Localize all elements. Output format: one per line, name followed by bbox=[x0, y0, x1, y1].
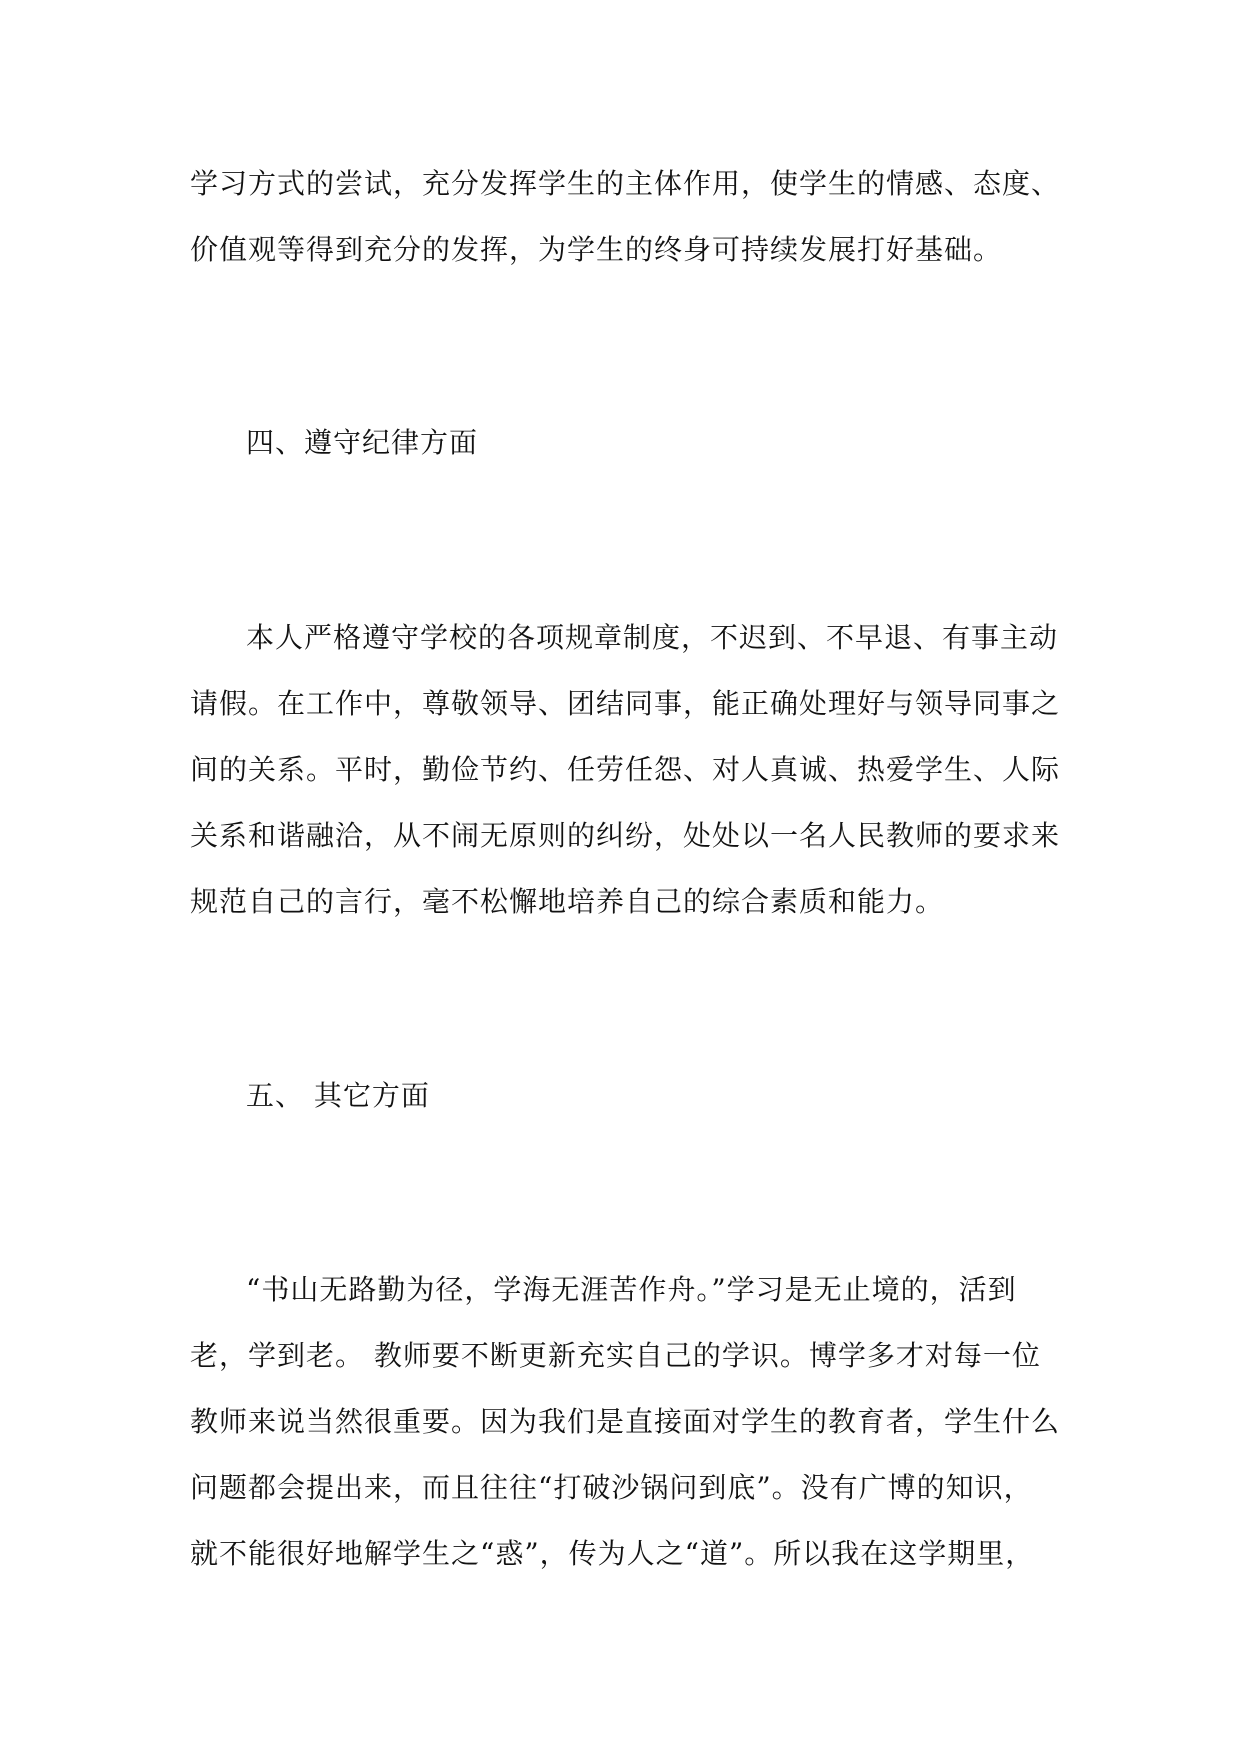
paragraph-line: “书山无路勤为径，学海无涯苦作舟。”学习是无止境的，活到 bbox=[246, 1273, 1017, 1306]
paragraph-line: 关系和谐融洽，从不闹无原则的纠纷，处处以一名人民教师的要求来 bbox=[190, 819, 1061, 852]
section-heading-5: 五、 其它方面 bbox=[246, 1079, 430, 1112]
section-heading-4: 四、遵守纪律方面 bbox=[246, 426, 479, 459]
paragraph-line: 规范自己的言行，毫不松懈地培养自己的综合素质和能力。 bbox=[190, 885, 945, 918]
paragraph-line: 问题都会提出来，而且往往“打破沙锅问到底”。没有广博的知识， bbox=[190, 1471, 1033, 1504]
paragraph-line: 学习方式的尝试，充分发挥学生的主体作用，使学生的情感、态度、 bbox=[190, 167, 1061, 200]
paragraph-line: 本人严格遵守学校的各项规章制度，不迟到、不早退、有事主动 bbox=[246, 621, 1059, 654]
paragraph-line: 间的关系。平时，勤俭节约、任劳任怨、对人真诚、热爱学生、人际 bbox=[190, 753, 1061, 786]
paragraph-line: 请假。在工作中，尊敬领导、团结同事，能正确处理好与领导同事之 bbox=[190, 687, 1061, 720]
paragraph-line: 教师来说当然很重要。因为我们是直接面对学生的教育者，学生什么 bbox=[190, 1405, 1061, 1438]
paragraph-line: 老，学到老。 教师要不断更新充实自己的学识。博学多才对每一位 bbox=[190, 1339, 1041, 1372]
paragraph-line: 价值观等得到充分的发挥，为学生的终身可持续发展打好基础。 bbox=[190, 233, 1003, 266]
paragraph-line: 就不能很好地解学生之“惑”，传为人之“道”。所以我在这学期里， bbox=[190, 1537, 1035, 1570]
